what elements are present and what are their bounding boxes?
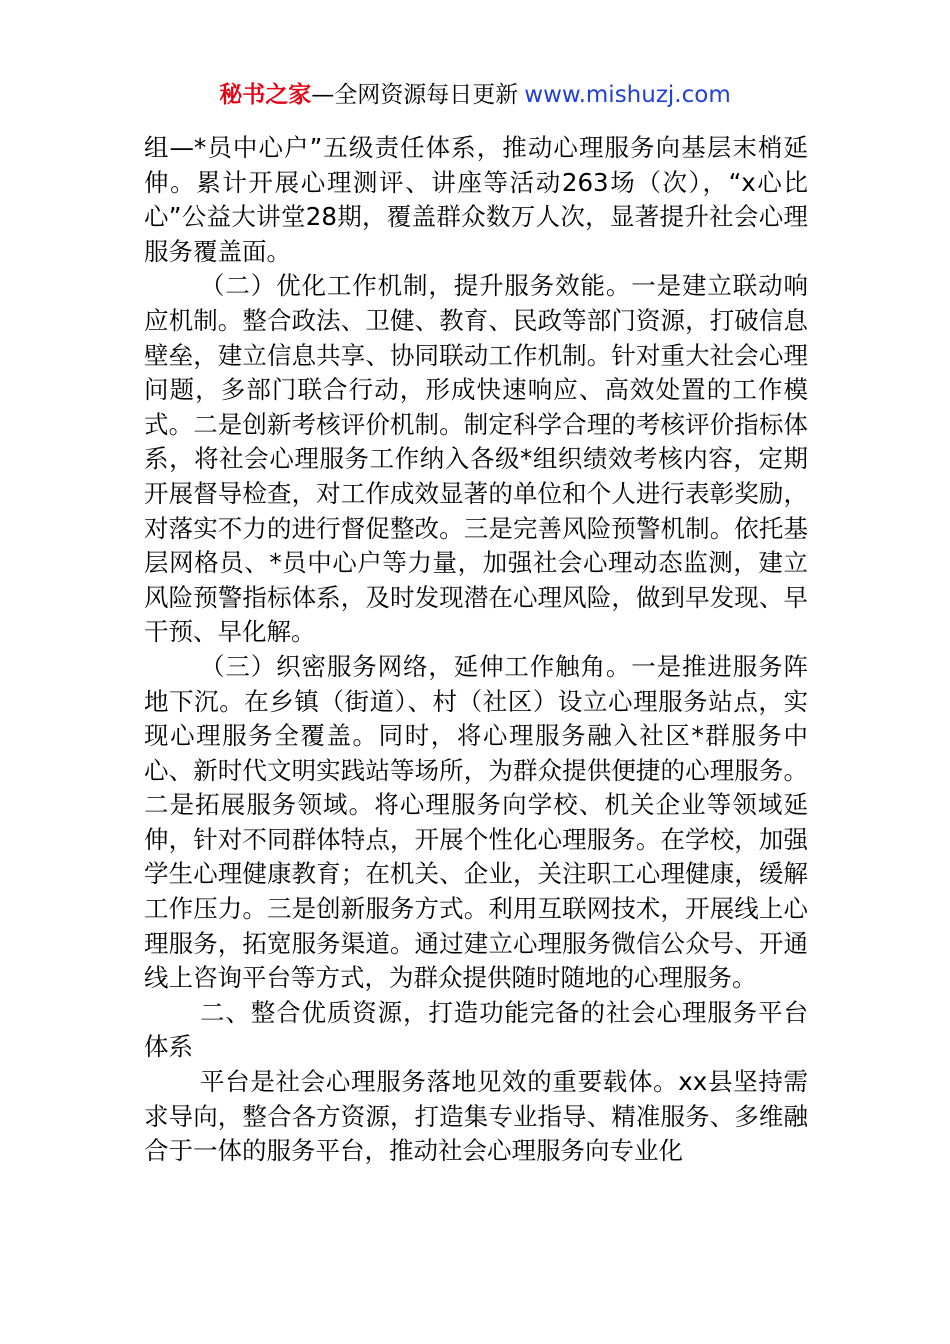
section-heading-2: 二、整合优质资源，打造功能完备的社会心理服务平台体系 (144, 997, 808, 1062)
site-url-link[interactable]: www.mishuzj.com (524, 82, 731, 108)
paragraph-section-3: （三）织密服务网络，延伸工作触角。一是推进服务阵地下沉。在乡镇（街道）、村（社区）设立心理服务站点，实现心理服务全覆盖。同时，将心理服务融入社区*群服务中心、新时代文明实践站等场所，为群众提供便捷的心理服务。二是拓展服务领域。将心理服务向学校、机关企业等领域延伸，针对不同群体特点，开展个性化心理服务。在学校，加强学生心理健康教育；在机关、企业，关注职工心理健康，缓解工作压力。三是创新服务方式。利用互联网技术，开展线上心理服务，拓宽服务渠道。通过建立心理服务微信公众号、开通线上咨询平台等方式，为群众提供随时随地的心理服务。 (144, 651, 808, 993)
header-slogan: 全网资源每日更新 (334, 82, 519, 108)
paragraph-continuation: 组—*员中心户”五级责任体系，推动心理服务向基层末梢延伸。累计开展心理测评、讲座等活动263场（次），“x心比心”公益大讲堂28期，覆盖群众数万人次，显著提升社会心理服务覆盖面。 (144, 133, 808, 266)
header-dash: — (311, 82, 335, 108)
site-header (0, 78, 950, 112)
paragraph-platform: 平台是社会心理服务落地见效的重要载体。xx县坚持需求导向，整合各方资源，打造集专业指导、精准服务、多维融合于一体的服务平台，推动社会心理服务向专业化 (144, 1067, 808, 1166)
document-body (144, 131, 808, 1169)
paragraph-section-2: （二）优化工作机制，提升服务效能。一是建立联动响应机制。整合政法、卫健、教育、民政等部门资源，打破信息壁垒，建立信息共享、协同联动工作机制。针对重大社会心理问题，多部门联合行动，形成快速响应、高效处置的工作模式。二是创新考核评价机制。制定科学合理的考核评价指标体系，将社会心理服务工作纳入各级*组织绩效考核内容，定期开展督导检查，对工作成效显著的单位和个人进行表彰奖励，对落实不力的进行督促整改。三是完善风险预警机制。依托基层网格员、*员中心户等力量，加强社会心理动态监测，建立风险预警指标体系，及时发现潜在心理风险，做到早发现、早干预、早化解。 (144, 271, 808, 647)
brand-name: 秘书之家 (219, 82, 312, 108)
